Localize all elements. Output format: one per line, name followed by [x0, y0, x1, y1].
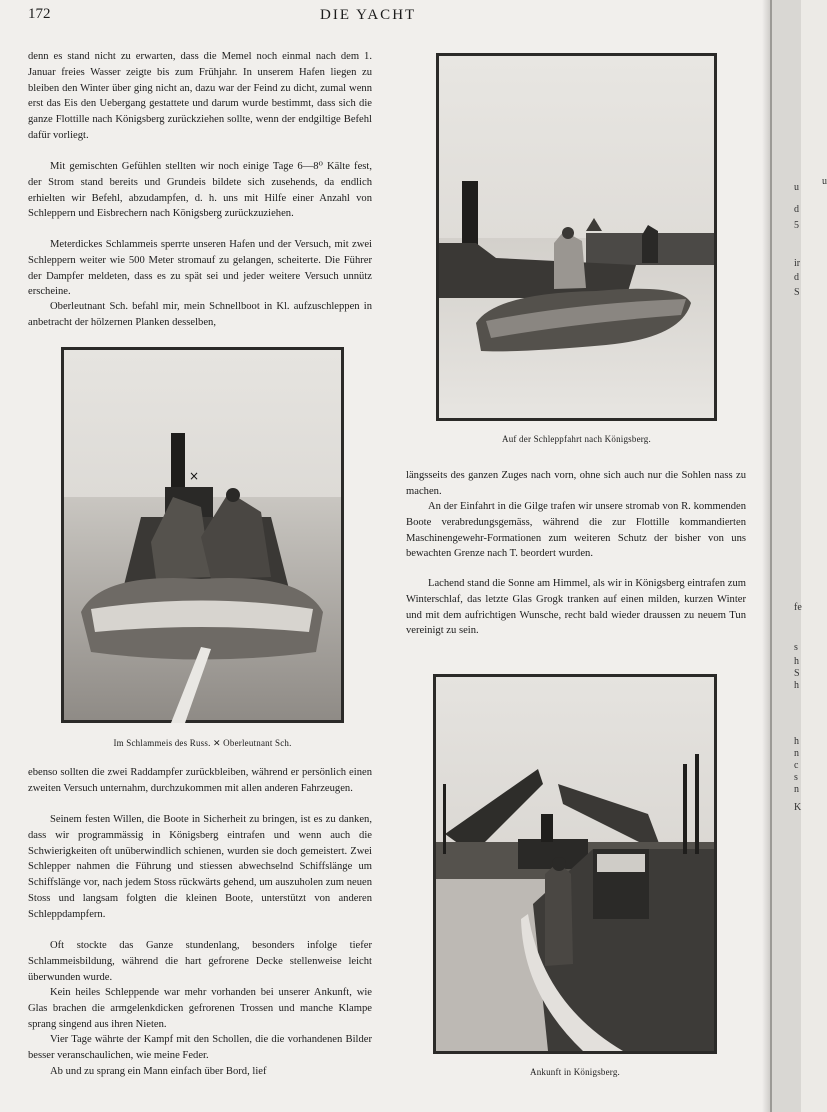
- edge-fragment: u: [794, 182, 799, 193]
- paragraph-left-3: Meterdickes Schlammeis sperrte unseren Hafen und der Versuch, mit zwei Schleppern weiter wie 500 Meter stromauf zu gelangen, scheiterte. Die Führer der Dampfer meldeten, dass es zu spät sei und jeder weitere Versuch unnütz erscheine.: [28, 239, 372, 298]
- edge-fragment: u: [822, 176, 827, 187]
- photo-schleppfahrt: [436, 53, 717, 421]
- paragraph-left-6: Seinem festen Willen, die Boote in Sicherheit zu bringen, ist es zu danken, dass wir programmässig in Königsberg eintrafen und wenn auch die Schwierigkeiten oft unüberwindlich schienen, wurden sie doch gemeistert. Zwei Schlepper nahmen die Führung und stiessen abwechselnd Schiffslänge um Schiffslänge vor, nach jedem Stoss rückwärts gehend, um auszuholen zum neuen Stoss und langsam folgten die kleinen Boote, unterstützt von anderen Schleppdampfern.: [28, 814, 372, 920]
- edge-fragment: s: [794, 772, 798, 783]
- paragraph-left-9: Vier Tage währte der Kampf mit den Schollen, die die vorhandenen Bilder besser veranschaulichen, wie meine Feder.: [28, 1034, 372, 1061]
- edge-fragment: ir: [794, 258, 801, 269]
- paragraph-left-10: Ab und zu sprang ein Mann einfach über Bord, lief: [50, 1066, 267, 1077]
- paragraph-left-7: Oft stockte das Ganze stundenlang, besonders infolge tiefer Schlammeisbildung, während die hart gefrorene Decke stellenweise leicht überwunden wurde.: [28, 940, 372, 983]
- photo-schlammeis: [61, 347, 344, 723]
- edge-fragment: h: [794, 656, 799, 667]
- page-gutter-shadow: [762, 0, 770, 1112]
- edge-fragment: S: [794, 668, 800, 679]
- paragraph-left-2: Mit gemischten Gefühlen stellten wir noch einige Tage 6—8⁰ Kälte fest, der Strom stand bereits und Grundeis bildete sich zusehends, da endlich erhielten wir Befehl, abzudampfen, d. h. uns mit Hilfe einer Anzahl von Schleppern und Eisbrechern nach Königsberg zurückzuziehen.: [28, 161, 372, 220]
- paragraph-left-8: Kein heiles Schleppende war mehr vorhanden bei unserer Ankunft, wie Glas brachen die armgelenkdicken gefrorenen Trossen und manche Klampe sprang singend aus ihren Nieten.: [28, 987, 372, 1030]
- photo-ankunft: [433, 674, 717, 1054]
- edge-fragment: n: [794, 784, 799, 795]
- caption-photo-schlammeis: Im Schlammeis des Russ. ✕ Oberleutnant Sch.: [113, 738, 292, 748]
- edge-fragment: n: [794, 748, 799, 759]
- page-number: 172: [28, 6, 51, 22]
- paragraph-right-3: Lachend stand die Sonne am Himmel, als wir in Königsberg eintrafen zum Winterschlaf, das letzte Glas Grogk tranken auf einen milden, kurzen Winter und mit dem aufrichtigen Wunsche, recht bald wieder draussen zu neuem Tun vereinigt zu sein.: [406, 578, 746, 637]
- next-page-edge: [770, 0, 827, 1112]
- svg-text:×: ×: [189, 469, 200, 483]
- edge-fragment: h: [794, 736, 799, 747]
- paragraph-left-1: denn es stand nicht zu erwarten, dass die Memel noch einmal nach dem 1. Januar freies Wasser zeigte bis zum Frühjahr. In unserem Hafen liegen zu bleiben den Winter über ging nicht an, dazu war der Feind zu dicht, zumal wenn erst das Eis den Uebergang gestattete und darum wurde bestimmt, dass sich die ganze Flottille nach Königsberg zurückziehen sollte, wenn der endgiltige Befehl dafür vorliegt.: [28, 51, 372, 141]
- paragraph-left-4: Oberleutnant Sch. befahl mir, mein Schnellboot in Kl. aufzuschleppen in anbetracht der hölzernen Planken desselben,: [28, 301, 372, 328]
- edge-fragment: 5: [794, 220, 799, 231]
- edge-fragment: s: [794, 642, 798, 653]
- edge-fragment: d: [794, 204, 799, 215]
- paragraph-right-2: An der Einfahrt in die Gilge trafen wir unsere stromab von R. kommenden Boote verabredungsgemäss, während die zur Flottille kommandierten Maschinengewehr-Formationen zum weiteren Schutz der bisher von uns bewachten Grenze nach T. beordert wurden.: [406, 501, 746, 560]
- caption-photo-schleppfahrt: Auf der Schleppfahrt nach Königsberg.: [502, 434, 651, 444]
- edge-fragment: c: [794, 760, 799, 771]
- edge-fragment: d: [794, 272, 799, 283]
- edge-fragment: h: [794, 680, 799, 691]
- edge-fragment: S: [794, 287, 800, 298]
- edge-fragment: K: [794, 802, 802, 813]
- paragraph-left-5: ebenso sollten die zwei Raddampfer zurückbleiben, während er persönlich einen zweiten Versuch unternahm, durchzukommen mit allen anderen Fahrzeugen.: [28, 767, 372, 794]
- caption-photo-ankunft: Ankunft in Königsberg.: [530, 1067, 620, 1077]
- running-head: DIE YACHT: [320, 7, 417, 23]
- paragraph-right-1: längsseits des ganzen Zuges nach vorn, ohne sich auch nur die Sohlen nass zu machen.: [406, 470, 746, 497]
- edge-fragment: fe: [794, 602, 802, 613]
